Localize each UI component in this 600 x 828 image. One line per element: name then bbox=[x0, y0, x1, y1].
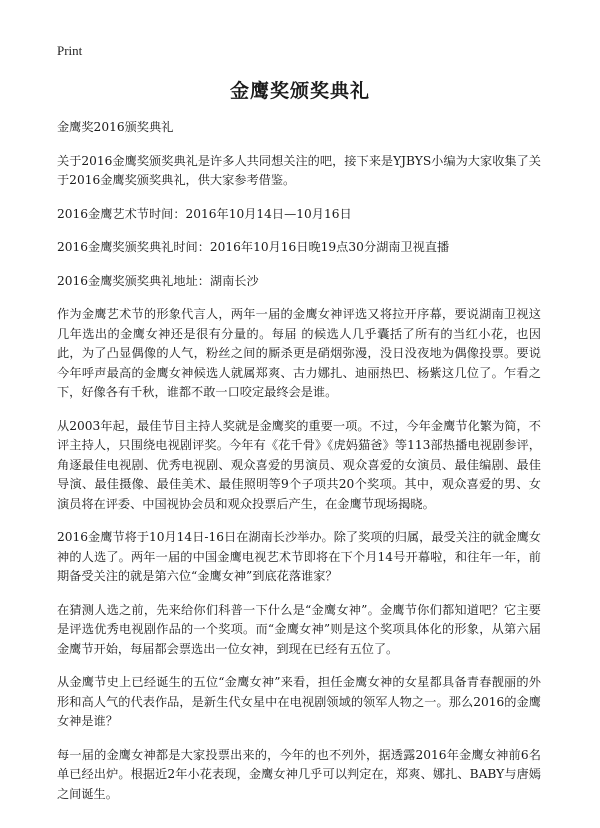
paragraph-awards: 从2003年起，最佳节目主持人奖就是金鹰奖的重要一项。不过，今年金鹰节化繁为简，不评主持人，只围绕电视剧评奖。今年有《花千骨》《虎妈猫爸》等113部热播电视剧参评，角逐最佳电视剧、优秀电视剧、观众喜爱的男演员、观众喜爱的女演员、最佳编剧、最佳导演、最佳摄像、最佳美术、最佳照明等9个子项共20个奖项。其中，观众喜爱的男、女演员将在评委、中国视协会员和观众投票后产生，在金鹰节现场揭晓。 bbox=[57, 418, 541, 511]
paragraph-goddess-selection: 作为金鹰艺术节的形象代言人，两年一届的金鹰女神评选又将拉开序幕，要说湖南卫视这几年选出的金鹰女神还是很有分量的。每届 的候选人几乎囊括了所有的当红小花，也因此，为了凸显偶像的人气，粉丝之间的厮杀更是硝烟弥漫，没日没夜地为偶像投票。要说今年呼声最高的金鹰女神候选人就属郑爽、古力娜扎、迪丽热巴、杨紫这几位了。乍看之下，好像各有千秋，谁都不敢一口咬定最终会是谁。 bbox=[57, 307, 541, 399]
paragraph-ceremony-time: 2016金鹰奖颁奖典礼时间：2016年10月16日晚19点30分湖南卫视直播 bbox=[57, 240, 450, 254]
paragraph-what-is-goddess: 在猜测人选之前，先来给你们科普一下什么是“金鹰女神”。金鹰节你们都知道吧？它主要是评选优秀电视剧作品的一个奖项。而“金鹰女神”则是这个奖项具体化的形象，从第六届金鹰节开始，每届都会票选出一位女神，到现在已经有五位了。 bbox=[57, 602, 541, 656]
print-link[interactable]: Print bbox=[57, 43, 83, 58]
paragraph-past-goddesses: 从金鹰节史上已经诞生的五位“金鹰女神”来看，担任金鹰女神的女星都具备青春靓丽的外形和高人气的代表作品，是新生代女星中在电视剧领域的领军人物之一。那么2016的金鹰女神是谁？ bbox=[57, 675, 541, 728]
paragraph-festival-schedule: 2016金鹰节将于10月14日-16日在湖南长沙举办。除了奖项的归属，最受关注的就金鹰女神的人选了。两年一届的中国金鹰电视艺术节即将在下个月14号开幕啦，和往年一年，前期备受关注的就是第六位“金鹰女神”到底花落谁家？ bbox=[57, 530, 541, 583]
paragraph-ceremony-location: 2016金鹰奖颁奖典礼地址：湖南长沙 bbox=[57, 273, 259, 288]
paragraph-subtitle: 金鹰奖2016颁奖典礼 bbox=[57, 120, 174, 134]
paragraph-voting: 每一届的金鹰女神都是大家投票出来的，今年的也不列外，据透露2016年金鹰女神前6名单已经出炉。根据近2年小花表现，金鹰女神几乎可以判定在，郑爽、娜扎、BABY与唐嫣之间诞生。 bbox=[57, 747, 541, 801]
paragraph-festival-time: 2016金鹰艺术节时间：2016年10月14日—10月16日 bbox=[57, 206, 352, 221]
article-body bbox=[57, 118, 541, 818]
paragraph-intro: 关于2016金鹰奖颁奖典礼是许多人共同想关注的吧，接下来是YJBYS小编为大家收集了关于2016金鹰奖颁奖典礼，供大家参考借鉴。 bbox=[57, 153, 541, 187]
document-title: 金鹰奖颁奖典礼 bbox=[229, 80, 370, 102]
